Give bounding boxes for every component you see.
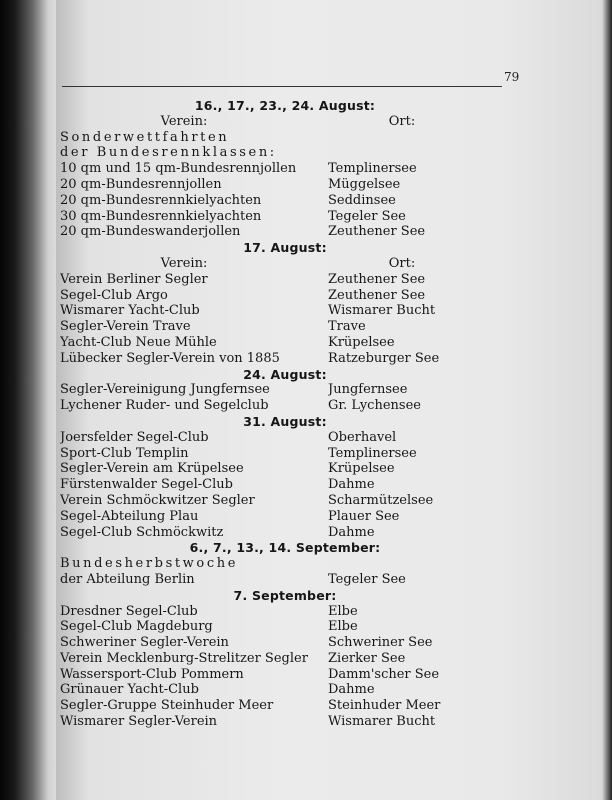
club-name: Fürstenwalder Segel-Club [60,477,233,493]
venue-name: Zeuthener See [328,287,426,303]
schedule-row [60,145,510,161]
venue-name: Krüpelsee [328,461,395,477]
club-name: Verein Schmöckwitzer Segler [60,492,255,508]
venue-name: Elbe [328,619,358,635]
venue-name: Krüpelsee [328,334,395,350]
schedule-row [60,430,510,446]
schedule-row [60,224,510,240]
venue-name: Dahme [328,682,375,698]
club-name: Grünauer Yacht-Club [60,682,199,698]
schedule-row [60,556,510,572]
venue-name: Plauer See [328,508,400,524]
club-name: Wassersport-Club Pommern [60,666,244,682]
schedule-section [60,367,510,414]
club-name: 20 qm-Bundesrennjollen [60,176,222,192]
club-name: Sonderwettfahrten [60,129,230,145]
venue-name [328,145,510,161]
club-name: Segler-Gruppe Steinhuder Meer [60,698,274,714]
venue-name: Steinhuder Meer [328,698,441,714]
club-name: Lychener Ruder- und Segelclub [60,398,269,414]
column-header-row [60,256,510,272]
venue-name: Scharmützelsee [328,492,434,508]
venue-name: Jungfernsee [328,382,408,398]
schedule-row [60,635,510,651]
club-name: Dresdner Segel-Club [60,603,198,619]
schedule-row [60,351,510,367]
schedule-section [60,540,510,587]
club-name: Segel-Club Magdeburg [60,619,213,635]
venue-name [328,130,510,146]
club-name: Segler-Verein Trave [60,319,191,335]
schedule-row [60,604,510,620]
schedule-row [60,446,510,462]
venue-name: Tegeler See [328,571,406,587]
schedule-section [60,240,510,366]
page-number: 79 [504,70,520,84]
club-name: 10 qm und 15 qm-Bundesrennjollen [60,161,297,177]
schedule-row [60,193,510,209]
venue-name: Gr. Lychensee [328,398,421,414]
schedule-row [60,382,510,398]
club-name: der Abteilung Berlin [60,571,195,587]
venue-name: Templinersee [328,161,417,177]
venue-name: Damm'scher See [328,666,440,682]
schedule-row [60,509,510,525]
venue-name: Schweriner See [328,635,433,651]
venue-name: Wismarer Bucht [328,303,436,319]
book-spine-shadow [0,0,60,800]
schedule-row [60,288,510,304]
venue-name: Zierker See [328,650,406,666]
club-name: Joersfelder Segel-Club [60,429,209,445]
section-date-heading: 6., 7., 13., 14. September: [189,540,381,556]
club-name: Yacht-Club Neue Mühle [60,334,217,350]
column-header-place: Ort: [388,255,416,271]
schedule-row [60,272,510,288]
section-date-heading: 7. September: [233,587,337,603]
schedule-section [60,98,510,240]
schedule-row [60,667,510,683]
club-name: 30 qm-Bundesrennkielyachten [60,208,262,224]
venue-name: Ratzeburger See [328,350,440,366]
schedule-row [60,651,510,667]
schedule-row [60,461,510,477]
venue-name: Oberhavel [328,429,397,445]
header-rule [62,86,502,87]
venue-name [328,556,510,572]
club-name: Segler-Vereinigung Jungfernsee [60,382,270,398]
club-name: Segler-Verein am Krüpelsee [60,461,244,477]
schedule-row [60,335,510,351]
section-date-heading: 17. August: [243,240,327,256]
schedule-row [60,303,510,319]
club-name: der Bundesrennklassen: [60,145,277,161]
schedule-row [60,209,510,225]
club-name: Verein Mecklenburg-Strelitzer Segler [60,650,308,666]
venue-name: Templinersee [328,445,417,461]
venue-name: Wismarer Bucht [328,714,436,730]
club-name: Segel-Abteilung Plau [60,508,199,524]
schedule-row [60,572,510,588]
section-date-heading: 24. August: [243,366,327,382]
schedule-row [60,698,510,714]
venue-name: Müggelsee [328,176,401,192]
schedule-row [60,493,510,509]
schedule-row [60,398,510,414]
venue-name: Dahme [328,477,375,493]
section-date-heading: 31. August: [243,413,327,429]
schedule-row [60,477,510,493]
schedule-row [60,682,510,698]
club-name: 20 qm-Bundesrennkielyachten [60,192,262,208]
schedule-section [60,414,510,540]
column-header-club: Verein: [160,113,208,129]
section-date-heading: 16., 17., 23., 24. August: [194,98,376,113]
venue-name: Zeuthener See [328,271,426,287]
schedule-row [60,319,510,335]
column-header-row [60,114,510,130]
venue-name: Seddinsee [328,192,396,208]
schedule-row [60,525,510,541]
schedule-row [60,130,510,146]
club-name: 20 qm-Bundeswanderjollen [60,224,241,240]
club-name: Wismarer Segler-Verein [60,714,218,730]
schedule-row [60,161,510,177]
venue-name: Tegeler See [328,208,406,224]
page-edge-shadow [602,0,612,800]
club-name: Segel-Club Argo [60,287,168,303]
schedule-row [60,714,510,730]
venue-name: Zeuthener See [328,224,426,240]
venue-name: Elbe [328,603,358,619]
club-name: Sport-Club Templin [60,445,189,461]
club-name: Lübecker Segler-Verein von 1885 [60,350,280,366]
club-name: Wismarer Yacht-Club [60,303,200,319]
schedule-row [60,177,510,193]
venue-name: Trave [328,319,366,335]
column-header-club: Verein: [160,255,208,271]
club-name: Verein Berliner Segler [60,271,208,287]
club-name: Schweriner Segler-Verein [60,635,229,651]
regatta-schedule [60,98,510,730]
schedule-section [60,588,510,730]
column-header-place: Ort: [388,113,416,129]
club-name: Segel-Club Schmöckwitz [60,524,224,540]
schedule-row [60,619,510,635]
club-name: Bundesherbstwoche [60,556,238,572]
venue-name: Dahme [328,524,375,540]
